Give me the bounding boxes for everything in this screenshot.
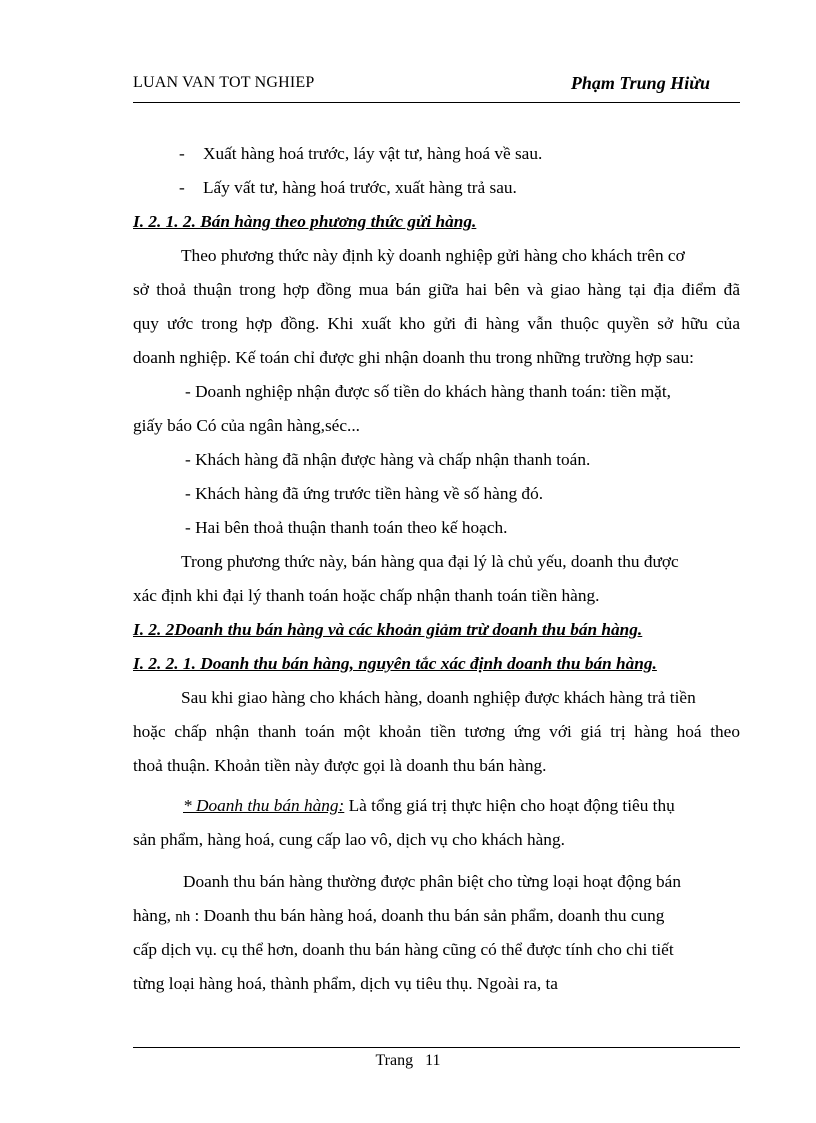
paragraph-line: quy ước trong hợp đồng. Khi xuất kho gửi đi hàng vẫn thuộc quyền sở hữu của	[133, 314, 740, 333]
page-number: 11	[425, 1052, 441, 1069]
section-heading: I. 2. 2. 1. Doanh thu bán hàng, nguyên tắc xác định doanh thu bán hàng.	[133, 654, 657, 673]
paragraph-line: sản phẩm, hàng hoá, cung cấp lao vô, dịch vụ cho khách hàng.	[133, 830, 565, 849]
paragraph-line: doanh nghiệp. Kế toán chỉ được ghi nhận doanh thu trong những trường hợp sau:	[133, 348, 694, 367]
condition-item: - Khách hàng đã ứng trước tiền hàng về số hàng đó.	[185, 484, 544, 503]
condition-item: - Doanh nghiệp nhận được số tiền do khách hàng thanh toán: tiền mặt,	[185, 382, 671, 401]
header-author-name: Phạm Trung Hiừu	[570, 73, 710, 93]
paragraph-line: từng loại hàng hoá, thành phẩm, dịch vụ tiêu thụ. Ngoài ra, ta	[133, 974, 558, 993]
section-heading: I. 2. 2Doanh thu bán hàng và các khoản giảm trừ doanh thu bán hàng.	[133, 620, 643, 639]
header-divider	[133, 102, 740, 103]
bullet-item	[179, 176, 517, 200]
header-thesis-title: LUAN VAN TOT NGHIEP	[133, 74, 315, 91]
condition-item-continuation: giấy báo Có của ngân hàng,séc...	[133, 416, 360, 435]
bullet-dash: -	[179, 178, 185, 197]
footer-divider	[133, 1047, 740, 1048]
bullet-dash: -	[179, 144, 185, 163]
text-fragment: : Doanh thu bán hàng hoá, doanh thu bán sản phẩm, doanh thu cung	[190, 906, 665, 925]
section-heading: I. 2. 1. 2. Bán hàng theo phương thức gửi hàng.	[133, 212, 477, 231]
paragraph-line: Trong phương thức này, bán hàng qua đại lý là chủ yếu, doanh thu được	[181, 552, 679, 571]
page-footer	[0, 1052, 816, 1070]
condition-item: - Hai bên thoả thuận thanh toán theo kế hoạch.	[185, 518, 508, 537]
bullet-text: Lấy vất tư, hàng hoá trước, xuất hàng trả sau.	[203, 178, 517, 197]
bullet-item	[179, 142, 542, 166]
paragraph-line: thoả thuận. Khoản tiền này được gọi là doanh thu bán hàng.	[133, 756, 547, 775]
paragraph-line: xác định khi đại lý thanh toán hoặc chấp nhận thanh toán tiền hàng.	[133, 586, 600, 605]
paragraph-line	[133, 904, 664, 929]
page-header	[133, 74, 740, 100]
page-label: Trang	[375, 1052, 414, 1069]
definition-line	[183, 794, 675, 818]
condition-item: - Khách hàng đã nhận được hàng và chấp nhận thanh toán.	[185, 450, 591, 469]
paragraph-line: Doanh thu bán hàng thường được phân biệt cho từng loại hoạt động bán	[183, 872, 681, 891]
paragraph-line: hoặc chấp nhận thanh toán một khoản tiền tương ứng với giá trị hàng hoá theo	[133, 722, 740, 741]
definition-text: Là tổng giá trị thực hiện cho hoạt động tiêu thụ	[344, 796, 675, 815]
text-fragment: hàng,	[133, 906, 176, 925]
bullet-text: Xuất hàng hoá trước, láy vật tư, hàng hoá về sau.	[203, 144, 543, 163]
paragraph-line: Theo phương thức này định kỳ doanh nghiệp gửi hàng cho khách trên cơ	[181, 246, 685, 265]
paragraph-line: cấp dịch vụ. cụ thể hơn, doanh thu bán hàng cũng có thể được tính cho chi tiết	[133, 940, 674, 959]
definition-term: * Doanh thu bán hàng:	[183, 796, 345, 815]
text-fragment: nh	[175, 909, 191, 925]
paragraph-line: sở thoả thuận trong hợp đồng mua bán giữa hai bên và giao hàng tại địa điểm đã	[133, 280, 740, 299]
paragraph-line: Sau khi giao hàng cho khách hàng, doanh nghiệp được khách hàng trả tiền	[181, 688, 696, 707]
